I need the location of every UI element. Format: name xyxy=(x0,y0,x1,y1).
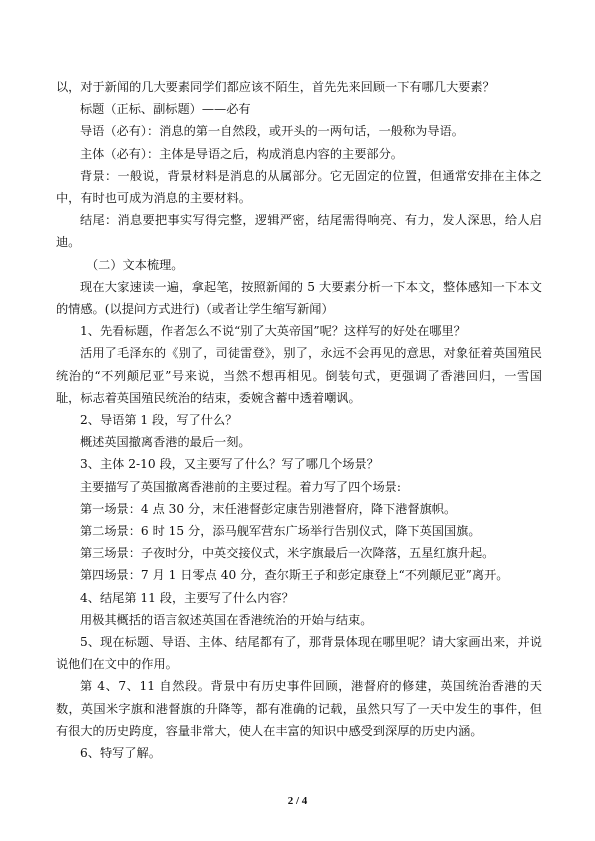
paragraph-body-element: 主体（必有）：主体是导语之后，构成消息内容的主要部分。 xyxy=(80,146,403,161)
scene-1: 第一场景：4 点 30 分，末任港督彭定康告别港督府，降下港督旗帜。 xyxy=(80,501,457,516)
scene-2: 第二场景：6 时 15 分，添马舰军营东广场举行告别仪式，降下英国国旗。 xyxy=(80,524,481,539)
paragraph-background-element: 背景：一般说，背景材料是消息的从属部分。它无固定的位置，但通常安排在主体之中，有时也可成为消息的主要材料。 xyxy=(56,168,542,206)
question-2: 2、导语第 1 段，写了什么？ xyxy=(80,413,238,428)
question-1: 1、先看标题，作者怎么不说“别了大英帝国”呢？这样写的好处在哪里？ xyxy=(80,324,466,339)
answer-5: 第 4、7、11 自然段。背景中有历史事件回顾，港督府的修建，英国统治香港的天数，英国米字旗和港督旗的升降等，都有准确的记载，虽然只写了一天中发生的事件，但有很大的历史跨度，容量非常大，使人在丰富的知识中感受到深厚的历史内涵。 xyxy=(56,679,542,738)
paragraph-intro: 以，对于新闻的几大要素同学们都应该不陌生，首先先来回顾一下有哪几大要素？ xyxy=(56,80,495,94)
paragraph-lead-element: 导语（必有）：消息的第一自然段，或开头的一两句话，一般称为导语。 xyxy=(80,124,464,139)
answer-2: 概述英国撤离香港的最后一刻。 xyxy=(80,435,251,450)
scene-3: 第三场景：子夜时分，中英交接仪式，米字旗最后一次降落，五星红旗升起。 xyxy=(80,546,495,561)
question-4: 4、结尾第 11 段，主要写了什么内容？ xyxy=(80,590,294,605)
section-heading-text-sorting: （二）文本梳理。 xyxy=(86,257,184,272)
answer-4: 用极其概括的语言叙述英国在香港统治的开始与结束。 xyxy=(80,612,373,627)
paragraph-reading-task: 现在大家速读一遍，拿起笔，按照新闻的 5 大要素分析一下本文，整体感知一下本文的情感。(以提问方式进行)（或者让学生缩写新闻） xyxy=(56,279,542,317)
question-6: 6、特写了解。 xyxy=(80,746,161,761)
paragraph-title-element: 标题（正标、副标题）——必有 xyxy=(80,102,251,117)
scene-4: 第四场景：7 月 1 日零点 40 分，查尔斯王子和彭定康登上“不列颠尼亚”离开。 xyxy=(80,568,509,583)
answer-1: 活用了毛泽东的《别了，司徒雷登》，别了，永远不会再见的意思，对象征着英国殖民统治的“不列颠尼亚”号来说，当然不想再相见。倒装句式，更强调了香港回归，一雪国耻，标志着英国殖民统治的结束，委婉含蓄中透着嘲讽。 xyxy=(56,346,542,405)
page-number: 2 / 4 xyxy=(287,795,308,807)
paragraph-ending-element: 结尾：消息要把事实写得完整，逻辑严密，结尾需得响亮、有力，发人深思，给人启迪。 xyxy=(56,213,542,250)
answer-3: 主要描写了英国撤离香港前的主要过程。着力写了四个场景: xyxy=(80,479,401,494)
question-3: 3、主体 2-10 段，又主要写了什么？写了哪几个场景？ xyxy=(80,457,379,472)
question-5: 5、现在标题、导语、主体、结尾都有了，那背景体现在哪里呢？请大家画出来，并说说他们在文中的作用。 xyxy=(56,635,542,672)
document-body xyxy=(56,76,542,764)
